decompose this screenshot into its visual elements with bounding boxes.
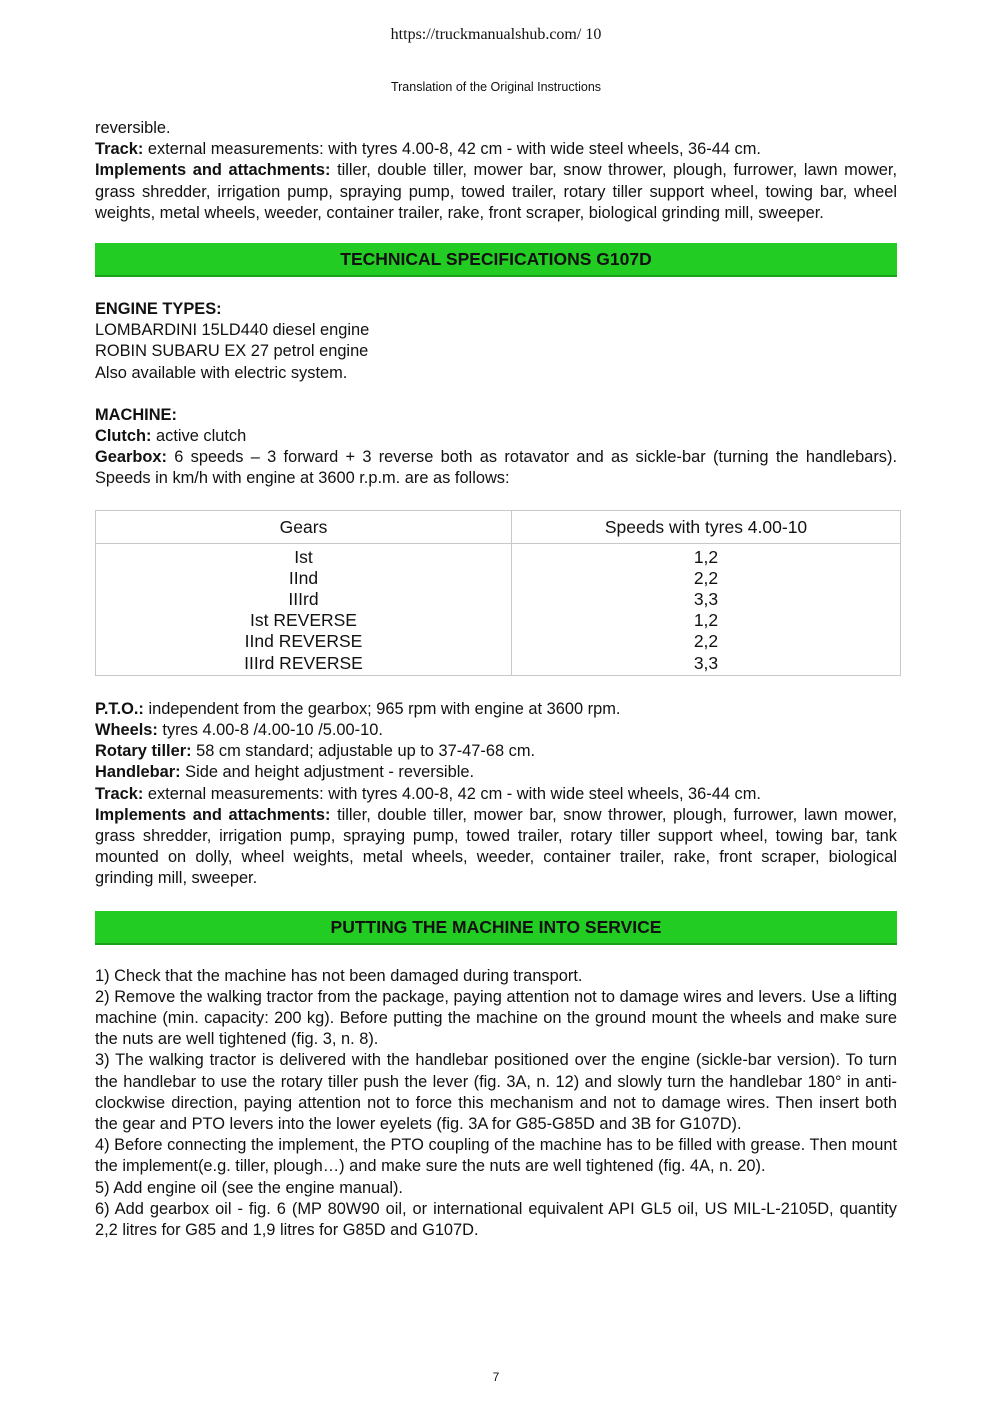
intro-track bbox=[95, 139, 897, 160]
section-banner-putting-into-service: PUTTING THE MACHINE INTO SERVICE bbox=[95, 911, 897, 945]
speed-value: 1,2 bbox=[693, 610, 719, 631]
gear-speeds-table bbox=[95, 510, 901, 676]
gear-value: IIIrd bbox=[288, 589, 319, 610]
rotary-tiller-text: 58 cm standard; adjustable up to 37-47-68 cm. bbox=[191, 742, 536, 761]
wheels-text: tyres 4.00-8 /4.00-10 /5.00-10. bbox=[157, 720, 383, 739]
source-url: https://truckmanualshub.com/ 10 bbox=[390, 26, 602, 43]
engine-line: LOMBARDINI 15LD440 diesel engine bbox=[95, 321, 370, 340]
track-label: Track: bbox=[95, 784, 144, 803]
speeds-column-header: Speeds with tyres 4.00-10 bbox=[512, 510, 901, 543]
rotary-tiller-label: Rotary tiller: bbox=[95, 742, 192, 761]
page-content bbox=[95, 118, 897, 1241]
service-step: 1) Check that the machine has not been damaged during transport. bbox=[95, 966, 583, 985]
gears-cell bbox=[96, 543, 512, 675]
speed-value: 3,3 bbox=[693, 589, 719, 610]
intro-continuation: reversible. bbox=[95, 119, 171, 137]
track-spec bbox=[95, 784, 897, 805]
implements-label: Implements and attachments: bbox=[95, 805, 331, 824]
pto-spec bbox=[95, 699, 897, 720]
speed-value: 3,3 bbox=[693, 652, 719, 673]
section-banner-technical-specs: TECHNICAL SPECIFICATIONS G107D bbox=[95, 243, 897, 277]
implements-text: tiller, double tiller, mower bar, snow thrower, plough, furrower, lawn mower, grass shredder, irrigation pump, spraying pump, towed trailer, rotary tiller support wheel, towing bar, wheel weights, metal wheels, weeder, container trailer, rake, front scraper, biological grinding mill, sweeper. bbox=[95, 161, 898, 222]
implements-text: tiller, double tiller, mower bar, snow thrower, plough, furrower, lawn mower, grass shredder, irrigation pump, spraying pump, towed trailer, rotary tiller support wheel, towing bar, tank mounted on dolly, wheel weights, metal wheels, weeder, container trailer, rake, front scraper, biological grinding mill, sweeper. bbox=[95, 805, 898, 888]
gears-column-header: Gears bbox=[96, 510, 512, 543]
pto-text: independent from the gearbox; 965 rpm with engine at 3600 rpm. bbox=[143, 699, 621, 718]
speed-value: 2,2 bbox=[693, 567, 719, 588]
wheels-spec bbox=[95, 720, 897, 741]
service-step: 2) Remove the walking tractor from the package, paying attention not to damage wires and levers. Use a lifting machine (min. capacity: 200 kg). Before putting the machine on the ground mount the wheels and make sure the nuts are well tightened (fig. 3, n. 8). bbox=[95, 987, 897, 1049]
speed-value: 1,2 bbox=[693, 546, 719, 567]
page-number: 7 bbox=[492, 1370, 500, 1384]
gear-value: IIIrd REVERSE bbox=[244, 652, 363, 673]
clutch-spec bbox=[95, 426, 897, 447]
engine-line: Also available with electric system. bbox=[95, 363, 348, 382]
table-row bbox=[96, 543, 901, 675]
wheels-label: Wheels: bbox=[95, 720, 158, 739]
track-text: external measurements: with tyres 4.00-8, 42 cm - with wide steel wheels, 36-44 cm. bbox=[143, 784, 761, 803]
pto-label: P.T.O.: bbox=[95, 699, 144, 718]
service-step: 5) Add engine oil (see the engine manual). bbox=[95, 1178, 403, 1197]
rotary-tiller-spec bbox=[95, 741, 897, 762]
gearbox-label: Gearbox: bbox=[95, 448, 167, 467]
service-step: 4) Before connecting the implement, the PTO coupling of the machine has to be filled with grease. Then mount the implement(e.g. tiller, plough…) and make sure the nuts are well tightened (fig. 4A, n. 20). bbox=[95, 1136, 897, 1176]
engine-line: ROBIN SUBARU EX 27 petrol engine bbox=[95, 342, 369, 361]
speeds-cell bbox=[512, 543, 901, 675]
gearbox-text: 6 speeds – 3 forward + 3 reverse both as rotavator and as sickle-bar (turning the handlebars). Speeds in km/h with engine at 3600 r.p.m. are as follows: bbox=[95, 448, 897, 488]
service-step: 6) Add gearbox oil - fig. 6 (MP 80W90 oil, or international equivalent API GL5 oil, US MIL-L-2105D, quantity 2,2 litres for G85 and 1,9 litres for G85D and G107D. bbox=[95, 1199, 897, 1240]
service-steps bbox=[95, 966, 897, 1242]
service-step: 3) The walking tractor is delivered with the handlebar positioned over the engine (sickle-bar version). To turn the handlebar to use the rotary tiller push the lever (fig. 3A, n. 12) and slowly turn the handlebar 180° in anti-clockwise direction, paying attention not to force this mechanism and not to damage wires. Then insert both the gear and PTO levers into the lower eyelets (fig. 3A for G85-G85D and 3B for G107D). bbox=[95, 1051, 897, 1134]
gear-value: IInd REVERSE bbox=[244, 631, 363, 652]
track-text: external measurements: with tyres 4.00-8, 42 cm - with wide steel wheels, 36-44 cm. bbox=[143, 140, 761, 159]
engine-types-heading: ENGINE TYPES: bbox=[95, 300, 222, 319]
handlebar-text: Side and height adjustment - reversible. bbox=[180, 763, 474, 782]
gearbox-spec bbox=[95, 447, 897, 489]
document-subtitle: Translation of the Original Instructions bbox=[390, 80, 602, 94]
intro-implements bbox=[95, 160, 897, 224]
track-label: Track: bbox=[95, 140, 144, 159]
clutch-text: active clutch bbox=[151, 427, 247, 446]
implements-label: Implements and attachments: bbox=[95, 161, 331, 180]
table-header-row bbox=[96, 510, 901, 543]
clutch-label: Clutch: bbox=[95, 427, 152, 446]
handlebar-label: Handlebar: bbox=[95, 763, 181, 782]
machine-heading: MACHINE: bbox=[95, 405, 177, 424]
gear-value: Ist REVERSE bbox=[250, 610, 357, 631]
gear-value: IInd bbox=[288, 567, 319, 588]
gear-value: Ist bbox=[294, 546, 313, 567]
speed-value: 2,2 bbox=[693, 631, 719, 652]
implements-spec bbox=[95, 805, 897, 890]
handlebar-spec bbox=[95, 762, 897, 783]
